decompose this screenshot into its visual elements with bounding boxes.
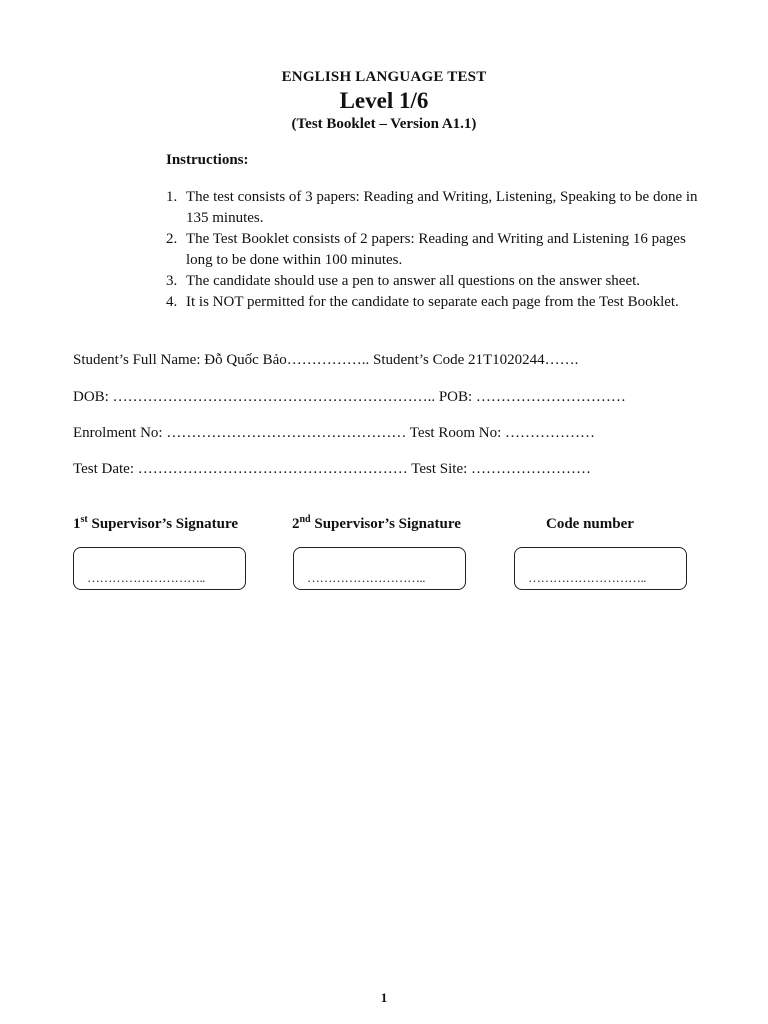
instruction-item: [166, 292, 706, 313]
instructions-list: [166, 187, 706, 313]
test-title: ENGLISH LANGUAGE TEST: [281, 69, 487, 85]
test-level: Level 1/6: [339, 88, 429, 113]
instruction-number: 1.: [166, 189, 178, 205]
code-number-heading: Code number: [546, 516, 634, 532]
page-number: 1: [380, 990, 388, 1005]
instruction-number: 4.: [166, 294, 178, 310]
second-supervisor-signature-box[interactable]: [293, 547, 466, 590]
instruction-number: 2.: [166, 231, 178, 247]
second-supervisor-label: Supervisor’s Signature: [310, 516, 461, 532]
instruction-item: [166, 187, 706, 229]
instructions-title: Instructions:: [166, 152, 249, 168]
code-number-box[interactable]: [514, 547, 687, 590]
first-supervisor-label: Supervisor’s Signature: [87, 516, 239, 532]
enrolment-room-line: Enrolment No: ………………………………………… Test Room No: ………………: [73, 425, 595, 441]
second-supervisor-heading: [292, 516, 461, 533]
signature-dots: ………………………..: [87, 570, 205, 585]
instruction-item: [166, 271, 706, 292]
instruction-text: The test consists of 3 papers: Reading and Writing, Listening, Speaking to be done in 135 minutes.: [186, 189, 698, 226]
instruction-item: [166, 229, 706, 271]
booklet-version: (Test Booklet – Version A1.1): [291, 116, 477, 132]
first-ordinal-suffix: st: [80, 514, 88, 525]
first-supervisor-signature-box[interactable]: [73, 547, 246, 590]
student-name-code-line: Student’s Full Name: Đỗ Quốc Bảo…………….. Student’s Code 21T1020244…….: [73, 352, 579, 368]
first-supervisor-heading: [73, 516, 238, 533]
instruction-text: It is NOT permitted for the candidate to separate each page from the Test Booklet.: [186, 294, 679, 310]
signature-dots: ………………………..: [307, 570, 425, 585]
first-ordinal: 1: [73, 516, 81, 532]
dob-pob-line: DOB: ……………………………………………………….. POB: …………………………: [73, 389, 626, 405]
second-ordinal-suffix: nd: [299, 514, 311, 525]
instruction-text: The Test Booklet consists of 2 papers: Reading and Writing and Listening 16 pages long to be done within 100 minutes.: [186, 231, 686, 268]
code-dots: ………………………..: [528, 570, 646, 585]
date-site-line: Test Date: ……………………………………………… Test Site: ……………………: [73, 461, 592, 477]
second-ordinal: 2: [292, 516, 300, 532]
instruction-text: The candidate should use a pen to answer all questions on the answer sheet.: [186, 273, 641, 289]
instruction-number: 3.: [166, 273, 178, 289]
